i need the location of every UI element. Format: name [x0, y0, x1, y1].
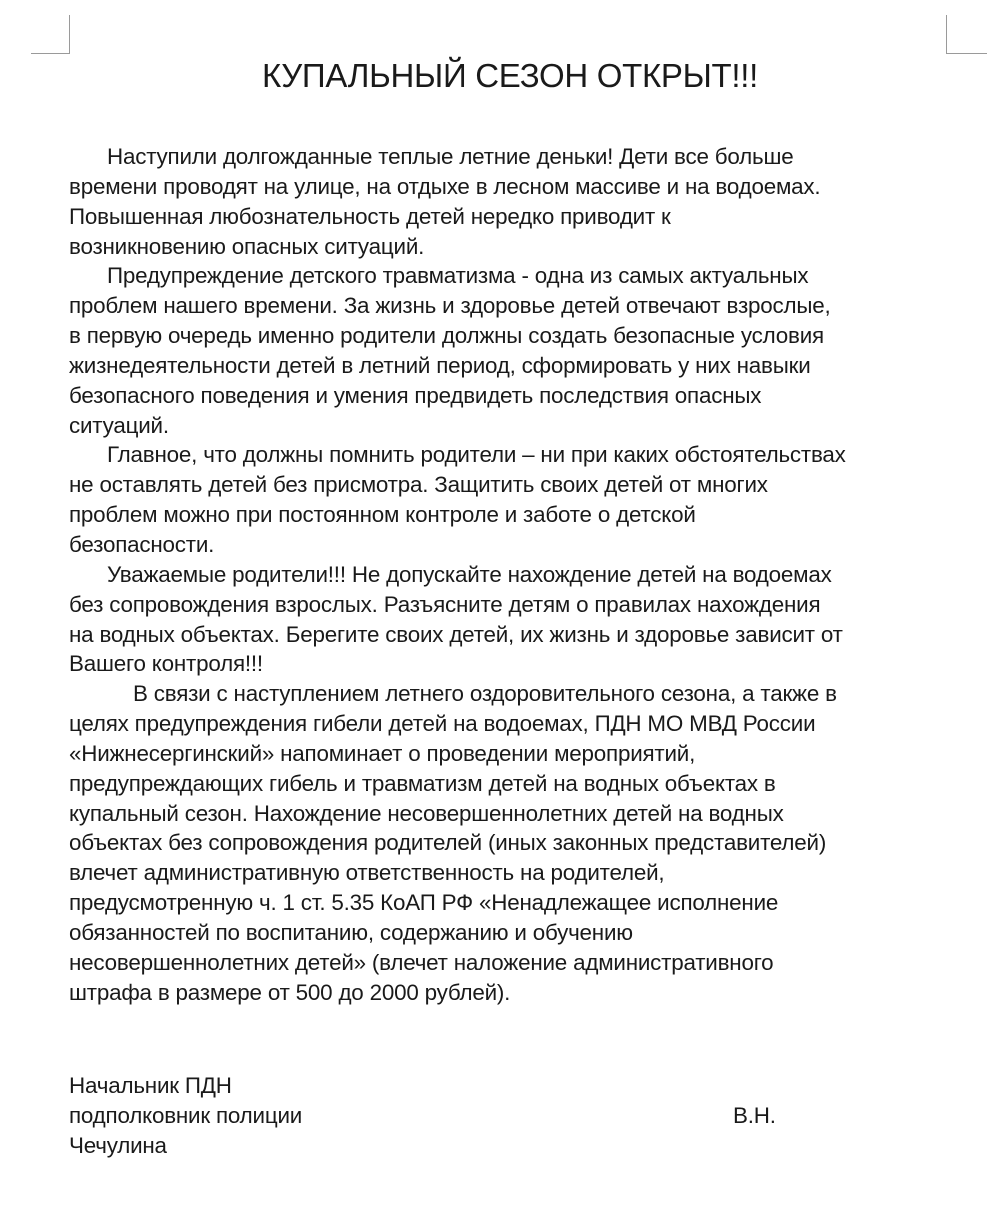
paragraph-line: безопасного поведения и умения предвидеть последствия опасных	[69, 382, 762, 408]
document-body	[69, 142, 949, 1007]
paragraph-line: ситуаций.	[69, 412, 169, 438]
paragraph-line: без сопровождения взрослых. Разъясните детям о правилах нахождения	[69, 591, 821, 617]
paragraph-line: штрафа в размере от 500 до 2000 рублей).	[69, 979, 511, 1005]
paragraph-line: не оставлять детей без присмотра. Защитить своих детей от многих	[69, 472, 768, 498]
paragraph-line: В связи с наступлением летнего оздоровительного сезона, а также в	[133, 681, 837, 707]
signature-initials: В.Н.	[733, 1102, 776, 1128]
paragraph-line: Повышенная любознательность детей нередко приводит к	[69, 203, 671, 229]
paragraph-line: на водных объектах. Берегите своих детей, их жизнь и здоровье зависит от	[69, 621, 843, 647]
paragraph-line: Уважаемые родители!!! Не допускайте нахождение детей на водоемах	[107, 561, 832, 587]
signature-position: Начальник ПДН	[69, 1073, 232, 1098]
paragraph-line: времени проводят на улице, на отдыхе в лесном массиве и на водоемах.	[69, 173, 821, 199]
paragraph-line: Главное, что должны помнить родители – ни при каких обстоятельствах	[107, 442, 846, 468]
paragraph-line: целях предупреждения гибели детей на водоемах, ПДН МО МВД России	[69, 711, 816, 737]
paragraph-line: влечет административную ответственность на родителей,	[69, 860, 665, 886]
paragraph-line: обязанностей по воспитанию, содержанию и обучению	[69, 919, 633, 945]
paragraph-line: в первую очередь именно родители должны создать безопасные условия	[69, 323, 824, 349]
paragraph-line: возникновению опасных ситуаций.	[69, 233, 425, 259]
signature-rank: подполковник полиции	[69, 1102, 303, 1128]
paragraph-line: объектах без сопровождения родителей (иных законных представителей)	[69, 830, 827, 856]
paragraph-line: Наступили долгожданные теплые летние деньки! Дети все больше	[107, 144, 794, 169]
paragraph-line: предусмотренную ч. 1 ст. 5.35 КоАП РФ «Ненадлежащее исполнение	[69, 890, 779, 916]
signature-position-line	[69, 1071, 929, 1101]
document-title: КУПАЛЬНЫЙ СЕЗОН ОТКРЫТ!!!	[261, 57, 759, 94]
paragraph-1	[69, 142, 949, 261]
paragraph-line: Вашего контроля!!!	[69, 651, 263, 677]
paragraph-line: «Нижнесергинский» напоминает о проведении мероприятий,	[69, 740, 696, 766]
signature-block	[69, 1071, 929, 1161]
paragraph-2	[69, 261, 949, 440]
paragraph-line: предупреждающих гибель и травматизм детей на водных объектах в	[69, 770, 776, 796]
paragraph-3	[69, 440, 949, 559]
paragraph-line: купальный сезон. Нахождение несовершеннолетних детей на водных	[69, 800, 784, 826]
paragraph-line: безопасности.	[69, 531, 215, 557]
paragraph-line: Предупреждение детского травматизма - одна из самых актуальных	[107, 263, 809, 289]
page-corner-mark-left	[31, 15, 70, 54]
paragraph-line: проблем можно при постоянном контроле и заботе о детской	[69, 502, 696, 528]
signature-surname-line	[69, 1131, 929, 1161]
signature-surname: Чечулина	[69, 1132, 167, 1158]
page-corner-mark-right	[946, 15, 987, 54]
paragraph-4	[69, 560, 949, 679]
signature-rank-line	[69, 1101, 929, 1131]
paragraph-line: жизнедеятельности детей в летний период, сформировать у них навыки	[69, 352, 811, 378]
paragraph-line: проблем нашего времени. За жизнь и здоровье детей отвечают взрослые,	[69, 293, 831, 319]
paragraph-5	[69, 679, 949, 1007]
paragraph-line: несовершеннолетних детей» (влечет наложение административного	[69, 949, 774, 975]
